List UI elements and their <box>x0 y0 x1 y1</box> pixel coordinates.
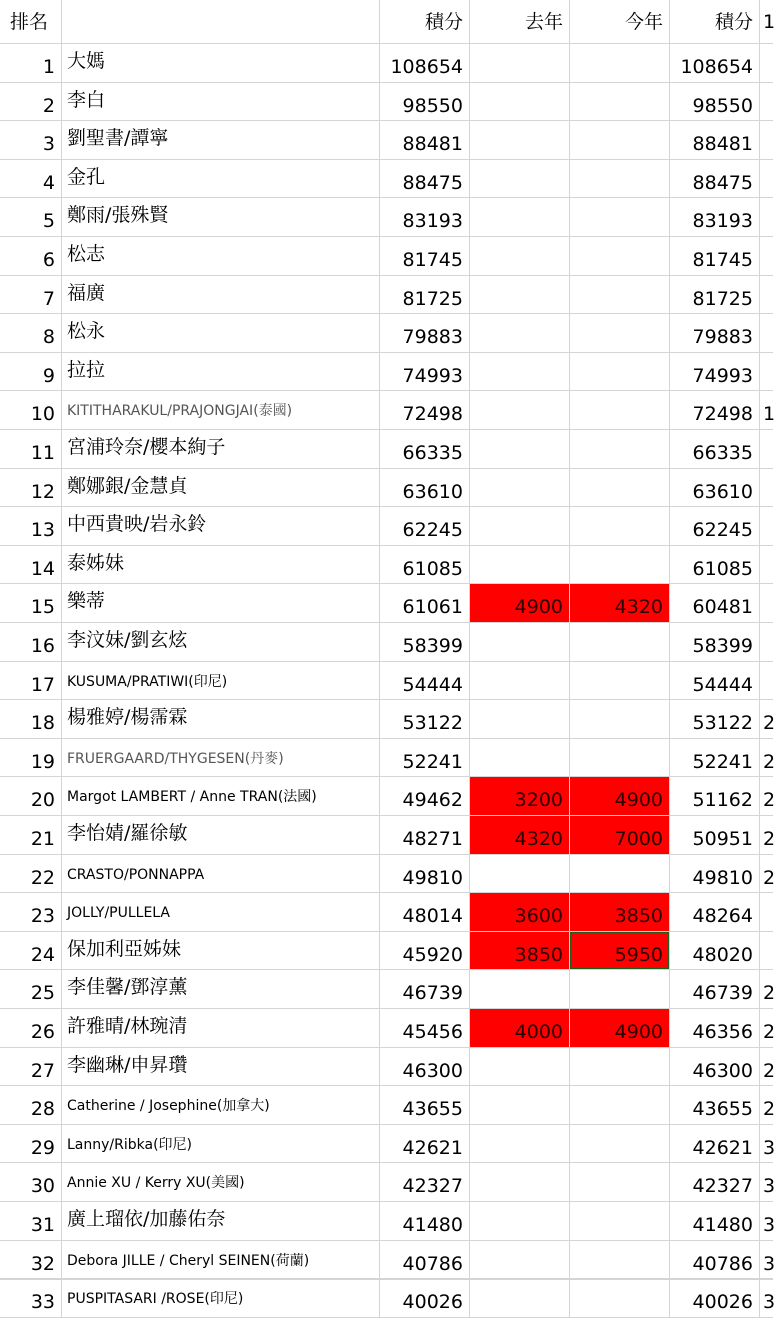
extra-cell[interactable]: 3 <box>760 1241 773 1279</box>
extra-cell[interactable] <box>760 469 773 507</box>
total-cell[interactable]: 42327 <box>670 1163 760 1202</box>
rank-cell[interactable]: 7 <box>0 276 62 314</box>
name-cell[interactable]: 劉聖書/譚寧 <box>62 121 380 160</box>
score-cell[interactable]: 46739 <box>380 970 470 1009</box>
header-name[interactable] <box>62 0 380 44</box>
extra-cell[interactable] <box>760 276 773 314</box>
last-year-cell[interactable] <box>470 314 570 353</box>
score-cell[interactable]: 88475 <box>380 160 470 198</box>
table-row <box>0 276 773 314</box>
name-cell[interactable]: 李汶妹/劉玄炫 <box>62 623 380 662</box>
name-cell[interactable]: 金孔 <box>62 160 380 198</box>
empty-cell[interactable] <box>0 1270 62 1280</box>
extra-cell[interactable]: 2 <box>760 970 773 1009</box>
total-cell[interactable]: 62245 <box>670 507 760 546</box>
this-year-cell[interactable]: 4900 <box>570 777 670 816</box>
empty-cell[interactable] <box>62 1270 380 1280</box>
table-row <box>0 1086 773 1125</box>
table-row <box>0 121 773 160</box>
table-row <box>0 623 773 662</box>
total-cell[interactable]: 54444 <box>670 662 760 700</box>
extra-cell[interactable] <box>760 893 773 932</box>
table-row <box>0 700 773 739</box>
last-year-cell[interactable] <box>470 1048 570 1086</box>
rank-cell[interactable]: 24 <box>0 932 62 970</box>
name-cell[interactable]: Annie XU / Kerry XU(美國) <box>62 1163 380 1202</box>
last-year-cell[interactable] <box>470 1202 570 1241</box>
table-row <box>0 44 773 83</box>
rank-cell[interactable]: 12 <box>0 469 62 507</box>
header-total[interactable]: 積分 <box>670 0 760 44</box>
rank-cell[interactable]: 10 <box>0 391 62 430</box>
extra-cell[interactable] <box>760 507 773 546</box>
score-cell[interactable]: 81725 <box>380 276 470 314</box>
rank-cell[interactable]: 16 <box>0 623 62 662</box>
this-year-cell[interactable] <box>570 198 670 237</box>
total-cell[interactable]: 83193 <box>670 198 760 237</box>
last-year-cell[interactable] <box>470 662 570 700</box>
last-year-cell[interactable] <box>470 430 570 469</box>
extra-cell[interactable] <box>760 160 773 198</box>
total-cell[interactable]: 43655 <box>670 1086 760 1125</box>
name-cell[interactable]: 李白 <box>62 83 380 121</box>
score-cell[interactable]: 42327 <box>380 1163 470 1202</box>
last-year-cell[interactable]: 4320 <box>470 816 570 855</box>
table-row <box>0 855 773 893</box>
rank-cell[interactable]: 31 <box>0 1202 62 1241</box>
name-cell[interactable]: KITITHARAKUL/PRAJONGJAI(泰國) <box>62 391 380 430</box>
rank-cell[interactable]: 15 <box>0 584 62 623</box>
extra-cell[interactable]: 1 <box>760 391 773 430</box>
this-year-cell[interactable] <box>570 739 670 777</box>
this-year-cell[interactable] <box>570 83 670 121</box>
this-year-cell[interactable] <box>570 1163 670 1202</box>
rank-cell[interactable]: 20 <box>0 777 62 816</box>
table-row <box>0 507 773 546</box>
total-cell[interactable]: 49810 <box>670 855 760 893</box>
last-year-cell[interactable] <box>470 739 570 777</box>
last-year-cell[interactable]: 3600 <box>470 893 570 932</box>
empty-cell[interactable] <box>570 1270 670 1280</box>
table-row <box>0 237 773 276</box>
table-row <box>0 314 773 353</box>
name-cell[interactable]: 許雅晴/林琬清 <box>62 1009 380 1048</box>
this-year-cell[interactable] <box>570 970 670 1009</box>
name-cell[interactable]: 李佳馨/鄧淳薰 <box>62 970 380 1009</box>
last-year-cell[interactable] <box>470 1125 570 1163</box>
table-row <box>0 469 773 507</box>
rank-cell[interactable]: 14 <box>0 546 62 584</box>
this-year-cell[interactable] <box>570 1086 670 1125</box>
extra-cell[interactable]: 2 <box>760 739 773 777</box>
last-year-cell[interactable] <box>470 44 570 83</box>
this-year-cell[interactable] <box>570 44 670 83</box>
last-year-cell[interactable] <box>470 700 570 739</box>
this-year-cell[interactable] <box>570 314 670 353</box>
rank-cell[interactable]: 27 <box>0 1048 62 1086</box>
last-year-cell[interactable]: 3850 <box>470 932 570 970</box>
table-row <box>0 546 773 584</box>
last-year-cell[interactable]: 4900 <box>470 584 570 623</box>
rank-cell[interactable]: 21 <box>0 816 62 855</box>
total-cell[interactable]: 63610 <box>670 469 760 507</box>
table-row <box>0 430 773 469</box>
extra-cell[interactable]: 3 <box>760 1279 773 1318</box>
table-row <box>0 893 773 932</box>
rank-cell[interactable]: 25 <box>0 970 62 1009</box>
total-cell[interactable]: 61085 <box>670 546 760 584</box>
last-year-cell[interactable] <box>470 1086 570 1125</box>
name-cell[interactable]: 鄭娜銀/金慧貞 <box>62 469 380 507</box>
total-cell[interactable]: 41480 <box>670 1202 760 1241</box>
table-row <box>0 739 773 777</box>
last-year-cell[interactable] <box>470 546 570 584</box>
total-cell[interactable]: 42621 <box>670 1125 760 1163</box>
name-cell[interactable]: 保加利亞姊妹 <box>62 932 380 970</box>
extra-cell[interactable] <box>760 44 773 83</box>
total-cell[interactable]: 108654 <box>670 44 760 83</box>
total-cell[interactable]: 46356 <box>670 1009 760 1048</box>
rank-cell[interactable]: 8 <box>0 314 62 353</box>
rank-cell[interactable]: 17 <box>0 662 62 700</box>
rank-cell[interactable]: 29 <box>0 1125 62 1163</box>
score-cell[interactable]: 49810 <box>380 855 470 893</box>
this-year-cell[interactable] <box>570 237 670 276</box>
total-cell[interactable]: 48264 <box>670 893 760 932</box>
last-year-cell[interactable] <box>470 507 570 546</box>
total-cell[interactable]: 88481 <box>670 121 760 160</box>
name-cell[interactable]: 宮浦玲奈/櫻本絢子 <box>62 430 380 469</box>
extra-cell[interactable]: 2 <box>760 816 773 855</box>
score-cell[interactable]: 53122 <box>380 700 470 739</box>
this-year-cell[interactable] <box>570 430 670 469</box>
score-cell[interactable]: 41480 <box>380 1202 470 1241</box>
rank-cell[interactable]: 30 <box>0 1163 62 1202</box>
last-year-cell[interactable]: 4000 <box>470 1009 570 1048</box>
table-row <box>0 391 773 430</box>
name-cell[interactable]: 松永 <box>62 314 380 353</box>
last-year-cell[interactable] <box>470 353 570 391</box>
score-cell[interactable]: 48014 <box>380 893 470 932</box>
score-cell[interactable]: 54444 <box>380 662 470 700</box>
rank-cell[interactable]: 26 <box>0 1009 62 1048</box>
this-year-cell[interactable] <box>570 700 670 739</box>
score-cell[interactable]: 72498 <box>380 391 470 430</box>
rank-cell[interactable]: 6 <box>0 237 62 276</box>
score-cell[interactable]: 45920 <box>380 932 470 970</box>
header-extra[interactable]: 1 <box>760 0 773 44</box>
score-cell[interactable]: 83193 <box>380 198 470 237</box>
empty-cell[interactable] <box>760 1270 773 1280</box>
extra-cell[interactable] <box>760 353 773 391</box>
score-cell[interactable]: 63610 <box>380 469 470 507</box>
total-cell[interactable]: 66335 <box>670 430 760 469</box>
rank-cell[interactable]: 33 <box>0 1279 62 1318</box>
this-year-cell[interactable] <box>570 1202 670 1241</box>
header-score[interactable]: 積分 <box>380 0 470 44</box>
rank-cell[interactable]: 18 <box>0 700 62 739</box>
header-rank[interactable]: 排名 <box>0 0 62 44</box>
total-cell[interactable]: 81745 <box>670 237 760 276</box>
name-cell[interactable]: KUSUMA/PRATIWI(印尼) <box>62 662 380 700</box>
total-cell[interactable]: 53122 <box>670 700 760 739</box>
score-cell[interactable]: 40786 <box>380 1241 470 1279</box>
name-cell[interactable]: 李怡婧/羅徐敏 <box>62 816 380 855</box>
this-year-cell[interactable] <box>570 160 670 198</box>
extra-cell[interactable] <box>760 932 773 970</box>
table-row <box>0 662 773 700</box>
this-year-cell[interactable] <box>570 507 670 546</box>
extra-cell[interactable]: 2 <box>760 1009 773 1048</box>
total-cell[interactable]: 40786 <box>670 1241 760 1279</box>
table-row <box>0 932 773 970</box>
extra-cell[interactable] <box>760 314 773 353</box>
empty-cell[interactable] <box>470 1270 570 1280</box>
this-year-cell[interactable] <box>570 1279 670 1318</box>
header-row <box>0 0 773 44</box>
rank-cell[interactable]: 22 <box>0 855 62 893</box>
this-year-cell[interactable] <box>570 546 670 584</box>
score-cell[interactable]: 61085 <box>380 546 470 584</box>
total-cell[interactable]: 72498 <box>670 391 760 430</box>
rank-cell[interactable]: 4 <box>0 160 62 198</box>
score-cell[interactable]: 42621 <box>380 1125 470 1163</box>
extra-cell[interactable] <box>760 237 773 276</box>
name-cell[interactable]: 福廣 <box>62 276 380 314</box>
extra-cell[interactable] <box>760 662 773 700</box>
last-year-cell[interactable] <box>470 83 570 121</box>
empty-row <box>0 1270 773 1280</box>
name-cell[interactable]: 鄭雨/張殊賢 <box>62 198 380 237</box>
extra-cell[interactable]: 2 <box>760 1048 773 1086</box>
table-row <box>0 83 773 121</box>
name-cell[interactable]: 楊雅婷/楊霈霖 <box>62 700 380 739</box>
score-cell[interactable]: 61061 <box>380 584 470 623</box>
rank-cell[interactable]: 19 <box>0 739 62 777</box>
this-year-cell[interactable] <box>570 276 670 314</box>
extra-cell[interactable] <box>760 623 773 662</box>
name-cell[interactable]: Lanny/Ribka(印尼) <box>62 1125 380 1163</box>
rank-cell[interactable]: 23 <box>0 893 62 932</box>
score-cell[interactable]: 58399 <box>380 623 470 662</box>
score-cell[interactable]: 108654 <box>380 44 470 83</box>
rank-cell[interactable]: 1 <box>0 44 62 83</box>
last-year-cell[interactable] <box>470 160 570 198</box>
name-cell[interactable]: FRUERGAARD/THYGESEN(丹麥) <box>62 739 380 777</box>
score-cell[interactable]: 62245 <box>380 507 470 546</box>
name-cell[interactable]: 樂蒂 <box>62 584 380 623</box>
extra-cell[interactable]: 2 <box>760 1086 773 1125</box>
this-year-cell[interactable]: 3850 <box>570 893 670 932</box>
last-year-cell[interactable] <box>470 970 570 1009</box>
table-row <box>0 198 773 237</box>
this-year-cell[interactable]: 7000 <box>570 816 670 855</box>
extra-cell[interactable] <box>760 430 773 469</box>
total-cell[interactable]: 79883 <box>670 314 760 353</box>
last-year-cell[interactable] <box>470 1163 570 1202</box>
score-cell[interactable]: 88481 <box>380 121 470 160</box>
table-row <box>0 584 773 623</box>
score-cell[interactable]: 48271 <box>380 816 470 855</box>
total-cell[interactable]: 46739 <box>670 970 760 1009</box>
name-cell[interactable]: 中西貴映/岩永鈴 <box>62 507 380 546</box>
rank-cell[interactable]: 5 <box>0 198 62 237</box>
extra-cell[interactable] <box>760 83 773 121</box>
name-cell[interactable]: 松志 <box>62 237 380 276</box>
total-cell[interactable]: 46300 <box>670 1048 760 1086</box>
total-cell[interactable]: 88475 <box>670 160 760 198</box>
name-cell[interactable]: Catherine / Josephine(加拿大) <box>62 1086 380 1125</box>
table-row <box>0 1048 773 1086</box>
header-this-year[interactable]: 今年 <box>570 0 670 44</box>
name-cell[interactable]: JOLLY/PULLELA <box>62 893 380 932</box>
table-row <box>0 1163 773 1202</box>
total-cell[interactable]: 40026 <box>670 1279 760 1318</box>
this-year-cell[interactable] <box>570 1125 670 1163</box>
table-row <box>0 1279 773 1318</box>
empty-cell[interactable] <box>380 1270 470 1280</box>
name-cell[interactable]: CRASTO/PONNAPPA <box>62 855 380 893</box>
name-cell[interactable]: 大媽 <box>62 44 380 83</box>
table-row <box>0 160 773 198</box>
this-year-cell[interactable] <box>570 662 670 700</box>
score-cell[interactable]: 81745 <box>380 237 470 276</box>
score-cell[interactable]: 52241 <box>380 739 470 777</box>
last-year-cell[interactable] <box>470 469 570 507</box>
extra-cell[interactable]: 2 <box>760 777 773 816</box>
table-row <box>0 816 773 855</box>
this-year-cell[interactable]: 4320 <box>570 584 670 623</box>
table-row <box>0 970 773 1009</box>
rank-cell[interactable]: 28 <box>0 1086 62 1125</box>
this-year-cell[interactable] <box>570 353 670 391</box>
table-row <box>0 1125 773 1163</box>
name-cell[interactable]: PUSPITASARI /ROSE(印尼) <box>62 1279 380 1318</box>
last-year-cell[interactable] <box>470 855 570 893</box>
table-row <box>0 353 773 391</box>
last-year-cell[interactable] <box>470 1279 570 1318</box>
name-cell[interactable]: 泰姊妹 <box>62 546 380 584</box>
total-cell[interactable]: 50951 <box>670 816 760 855</box>
this-year-cell[interactable] <box>570 855 670 893</box>
total-cell[interactable]: 48020 <box>670 932 760 970</box>
name-cell[interactable]: 李幽琳/申昇瓚 <box>62 1048 380 1086</box>
last-year-cell[interactable] <box>470 198 570 237</box>
extra-cell[interactable]: 2 <box>760 700 773 739</box>
rank-cell[interactable]: 9 <box>0 353 62 391</box>
score-cell[interactable]: 79883 <box>380 314 470 353</box>
total-cell[interactable]: 58399 <box>670 623 760 662</box>
total-cell[interactable]: 98550 <box>670 83 760 121</box>
extra-cell[interactable]: 3 <box>760 1163 773 1202</box>
extra-cell[interactable] <box>760 121 773 160</box>
header-last-year[interactable]: 去年 <box>470 0 570 44</box>
table-row <box>0 1202 773 1241</box>
last-year-cell[interactable] <box>470 276 570 314</box>
last-year-cell[interactable] <box>470 121 570 160</box>
last-year-cell[interactable]: 3200 <box>470 777 570 816</box>
extra-cell[interactable] <box>760 198 773 237</box>
score-cell[interactable]: 66335 <box>380 430 470 469</box>
this-year-cell[interactable] <box>570 121 670 160</box>
score-cell[interactable]: 98550 <box>380 83 470 121</box>
this-year-cell[interactable] <box>570 391 670 430</box>
rank-cell[interactable]: 13 <box>0 507 62 546</box>
name-cell[interactable]: Debora JILLE / Cheryl SEINEN(荷蘭) <box>62 1241 380 1279</box>
rank-cell[interactable]: 2 <box>0 83 62 121</box>
score-cell[interactable]: 45456 <box>380 1009 470 1048</box>
extra-cell[interactable]: 3 <box>760 1125 773 1163</box>
total-cell[interactable]: 52241 <box>670 739 760 777</box>
rank-cell[interactable]: 11 <box>0 430 62 469</box>
this-year-cell[interactable] <box>570 469 670 507</box>
score-cell[interactable]: 43655 <box>380 1086 470 1125</box>
this-year-cell[interactable]: 4900 <box>570 1009 670 1048</box>
score-cell[interactable]: 49462 <box>380 777 470 816</box>
empty-cell[interactable] <box>670 1270 760 1280</box>
score-cell[interactable]: 40026 <box>380 1279 470 1318</box>
extra-cell[interactable]: 3 <box>760 1202 773 1241</box>
last-year-cell[interactable] <box>470 623 570 662</box>
total-cell[interactable]: 81725 <box>670 276 760 314</box>
extra-cell[interactable]: 2 <box>760 855 773 893</box>
table-row <box>0 777 773 816</box>
score-cell[interactable]: 74993 <box>380 353 470 391</box>
this-year-cell[interactable] <box>570 1048 670 1086</box>
name-cell[interactable]: 廣上瑠依/加藤佑奈 <box>62 1202 380 1241</box>
this-year-cell[interactable] <box>570 623 670 662</box>
total-cell[interactable]: 51162 <box>670 777 760 816</box>
this-year-cell[interactable]: 5950 <box>570 932 670 970</box>
extra-cell[interactable] <box>760 546 773 584</box>
score-cell[interactable]: 46300 <box>380 1048 470 1086</box>
extra-cell[interactable] <box>760 584 773 623</box>
name-cell[interactable]: 拉拉 <box>62 353 380 391</box>
total-cell[interactable]: 74993 <box>670 353 760 391</box>
total-cell[interactable]: 60481 <box>670 584 760 623</box>
table-row <box>0 1009 773 1048</box>
last-year-cell[interactable] <box>470 391 570 430</box>
rank-cell[interactable]: 3 <box>0 121 62 160</box>
name-cell[interactable]: Margot LAMBERT / Anne TRAN(法國) <box>62 777 380 816</box>
last-year-cell[interactable] <box>470 237 570 276</box>
rank-cell[interactable]: 32 <box>0 1241 62 1279</box>
